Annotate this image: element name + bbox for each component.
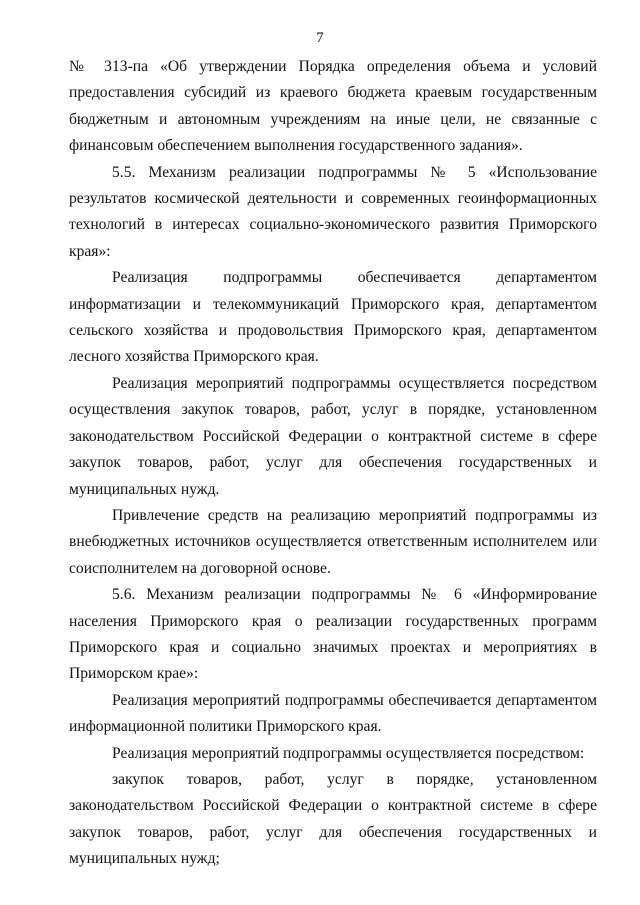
paragraph-2: 5.5. Механизм реализации подпрограммы № 5 «Использование результатов космической деятельности и современных геоинформационных технологий в интересах социально-экономического развития Приморского края»: [69,163,597,260]
paragraph-9: закупок товаров, работ, услуг в порядке, установленном законодательством Российской Федерации о контрактной системе в сфере закупок товаров, работ, услуг для обеспечения государственных и муниципальных нужд; [69,770,597,868]
paragraph-3: Реализация подпрограммы обеспечивается департаментом информатизации и телекоммуникаций Приморского края, департаментом сельского хозяйства и продовольствия Приморского края, департаментом лесного хозяйства Приморского края. [69,269,597,366]
document-body [69,54,597,873]
paragraph-5: Привлечение средств на реализацию мероприятий подпрограммы из внебюджетных источников осуществляется ответственным исполнителем или соисполнителем на договорной основе. [69,506,597,577]
paragraph-7: Реализация мероприятий подпрограммы обеспечивается департаментом информационной политики Приморского края. [69,691,597,736]
page-number: 7 [316,30,324,46]
paragraph-1: № 313-па «Об утверждении Порядка определения объема и условий предоставления субсидий из краевого бюджета краевым государственным бюджетным и автономным учреждениям на иные цели, не связанные с финансовым обеспечением выполнения государственного задания». [69,58,597,155]
paragraph-4: Реализация мероприятий подпрограммы осуществляется посредством осуществления закупок товаров, работ, услуг в порядке, установленном законодательством Российской Федерации о контрактной системе в сфере закупок товаров, работ, услуг для обеспечения государственных и муниципальных нужд. [69,374,597,498]
paragraph-8: Реализация мероприятий подпрограммы осуществляется посредством: [112,744,585,762]
paragraph-6: 5.6. Механизм реализации подпрограммы № 6 «Информирование населения Приморского края о реализации государственных программ Приморского края и социально значимых проектах и мероприятиях в Приморском крае»: [69,586,597,683]
